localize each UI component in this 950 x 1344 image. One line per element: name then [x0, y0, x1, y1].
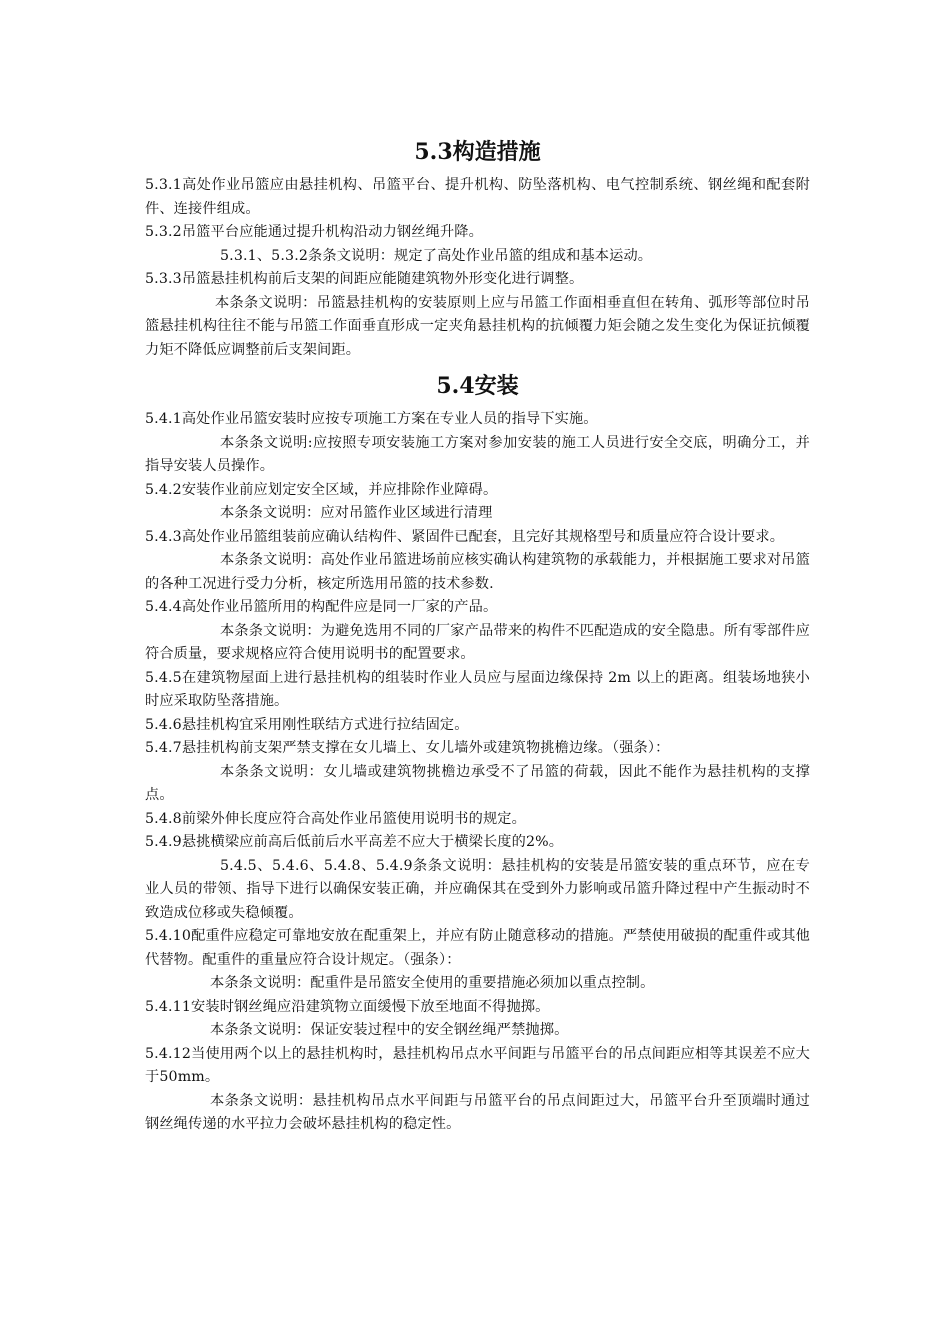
explanation-5-4-4: 本条条文说明：为避免选用不同的厂家产品带来的构件不匹配造成的安全隐患。所有零部件应符合质量，要求规格应符合使用说明书的配置要求。: [145, 622, 810, 662]
clause-5-4-1: 5.4.1高处作业吊篮安装时应按专项施工方案在专业人员的指导下实施。: [145, 411, 598, 427]
clause-5-4-8: 5.4.8前梁外伸长度应符合高处作业吊篮使用说明书的规定。: [145, 810, 526, 827]
explanation-5-4-10: 本条条文说明：配重件是吊篮安全使用的重要措施必须加以重点控制。: [210, 975, 655, 991]
explanation-5-4-1: 本条条文说明:应按照专项安装施工方案对参加安装的施工人员进行安全交底，明确分工，并指导安装人员操作。: [145, 434, 810, 474]
explanation-5-4-12: 本条条文说明：悬挂机构吊点水平间距与吊篮平台的吊点间距过大，吊篮平台升至顶端时通过钢丝绳传递的水平拉力会破坏悬挂机构的稳定性。: [145, 1092, 810, 1132]
clause-5-4-11: 5.4.11安装时钢丝绳应沿建筑物立面缓慢下放至地面不得抛掷。: [145, 998, 550, 1015]
explanation-5-3-1-2: 5.3.1、5.3.2条条文说明：规定了高处作业吊篮的组成和基本运动。: [220, 247, 653, 264]
explanation-5-4-5-to-9: 5.4.5、5.4.6、5.4.8、5.4.9条条文说明：悬挂机构的安装是吊篮安装的重点环节，应在专业人员的带领、指导下进行以确保安装正确，并应确保其在受到外力影响或吊篮升降过程中产生振动时不致造成位移或失稳倾覆。: [145, 857, 810, 921]
clause-5-4-10: 5.4.10配重件应稳定可靠地安放在配重架上，并应有防止随意移动的措施。严禁使用破损的配重件或其他代替物。配重件的重量应符合设计规定。（强条）：: [145, 928, 810, 968]
clause-5-3-1: 5.3.1高处作业吊篮应由悬挂机构、吊篮平台、提升机构、防坠落机构、电气控制系统、钢丝绳和配套附件、连接件组成。: [145, 177, 810, 217]
clause-5-4-5: 5.4.5在建筑物屋面上进行悬挂机构的组装时作业人员应与屋面边缘保持 2m 以上的距离。组装场地狭小时应采取防坠落措施。: [145, 669, 810, 709]
clause-5-4-7: 5.4.7悬挂机构前支架严禁支撑在女儿墙上、女儿墙外或建筑物挑檐边缘。（强条）：: [145, 740, 670, 756]
clause-5-4-3: 5.4.3高处作业吊篮组装前应确认结构件、紧固件已配套，且完好其规格型号和质量应符合设计要求。: [145, 528, 785, 545]
clause-5-3-3: 5.3.3吊篮悬挂机构前后支架的间距应能随建筑物外形变化进行调整。: [145, 271, 584, 287]
section-heading-5-4: 5.4安装: [436, 373, 519, 399]
explanation-5-4-3: 本条条文说明：高处作业吊篮进场前应核实确认构建筑物的承载能力，并根据施工要求对吊篮的各种工况进行受力分析，核定所选用吊篮的技术参数.: [145, 552, 810, 592]
explanation-5-4-11: 本条条文说明：保证安装过程中的安全钢丝绳严禁抛掷。: [210, 1022, 569, 1038]
clause-5-3-2: 5.3.2吊篮平台应能通过提升机构沿动力钢丝绳升降。: [145, 224, 483, 240]
clause-5-4-4: 5.4.4高处作业吊篮所用的构配件应是同一厂家的产品。: [145, 599, 498, 615]
explanation-5-4-7: 本条条文说明：女儿墙或建筑物挑檐边承受不了吊篮的荷载，因此不能作为悬挂机构的支撑点。: [145, 763, 810, 803]
document-page: [145, 132, 810, 1137]
clause-5-4-2: 5.4.2安装作业前应划定安全区域，并应排除作业障碍。: [145, 481, 498, 498]
clause-5-4-6: 5.4.6悬挂机构宜采用刚性联结方式进行拉结固定。: [145, 716, 469, 733]
explanation-5-4-2: 本条条文说明：应对吊篮作业区域进行清理: [220, 505, 493, 521]
section-heading-5-3: 5.3构造措施: [414, 139, 541, 165]
clause-5-4-9: 5.4.9悬挑横梁应前高后低前后水平高差不应大于横梁长度的2%。: [145, 834, 564, 850]
explanation-5-3-3: 本条条文说明：吊篮悬挂机构的安装原则上应与吊篮工作面相垂直但在转角、弧形等部位时吊篮悬挂机构往往不能与吊篮工作面垂直形成一定夹角悬挂机构的抗倾覆力矩会随之发生变化为保证抗倾覆力矩不降低应调整前后支架间距。: [145, 294, 810, 358]
clause-5-4-12: 5.4.12当使用两个以上的悬挂机构时，悬挂机构吊点水平间距与吊篮平台的吊点间距应相等其误差不应大于50mm。: [145, 1045, 810, 1085]
